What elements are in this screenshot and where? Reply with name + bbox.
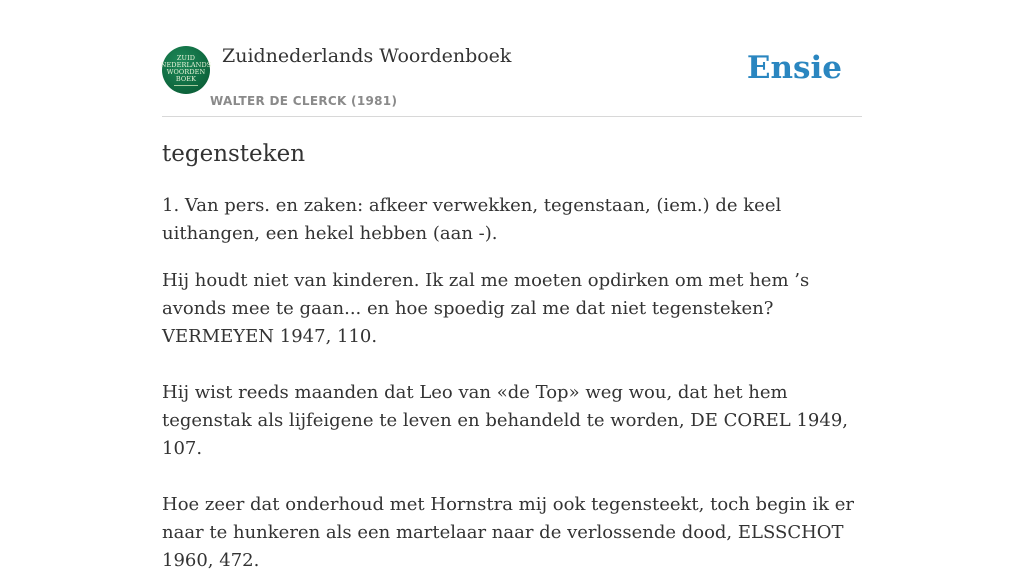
example-quote: Hoe zeer dat onderhoud met Hornstra mij ook tegensteekt, toch begin ik er naar te hunkeren als een martelaar naar de verlossende dood, ELSSCHOT 1960, 472. [162, 494, 854, 571]
logo-line-4: BOEK [175, 74, 197, 83]
logo-line-1: ZUID [176, 53, 196, 62]
example-quote: Hij wist reeds maanden dat Leo van «de Top» weg wou, dat het hem tegenstak als lijfeigene te leven en behandeld te worden, DE COREL 1949, 107. [162, 382, 849, 459]
logo-line-3: WOORDEN [166, 67, 206, 76]
entry-definition: 1. Van pers. en zaken: afkeer verwekken, tegenstaan, (iem.) de keel uithangen, een hekel hebben (aan -). [162, 195, 782, 244]
example-quote: Hij houdt niet van kinderen. Ik zal me moeten opdirken om met hem ’s avonds mee te gaan... en hoe spoedig zal me dat niet tegensteken? VERMEYEN 1947, 110. [162, 270, 810, 347]
author-label: WALTER DE CLERCK (1981) [210, 94, 398, 108]
entry-content [162, 136, 862, 575]
ensie-logo-link[interactable]: Ensie [746, 50, 842, 86]
book-logo[interactable] [162, 46, 210, 94]
logo-rule [174, 85, 198, 86]
source-header [162, 36, 862, 117]
logo-line-2: NEDERLANDS [160, 60, 212, 69]
book-title-link[interactable]: Zuidnederlands Woordenboek [222, 45, 512, 67]
entry-headword: tegensteken [162, 141, 306, 167]
